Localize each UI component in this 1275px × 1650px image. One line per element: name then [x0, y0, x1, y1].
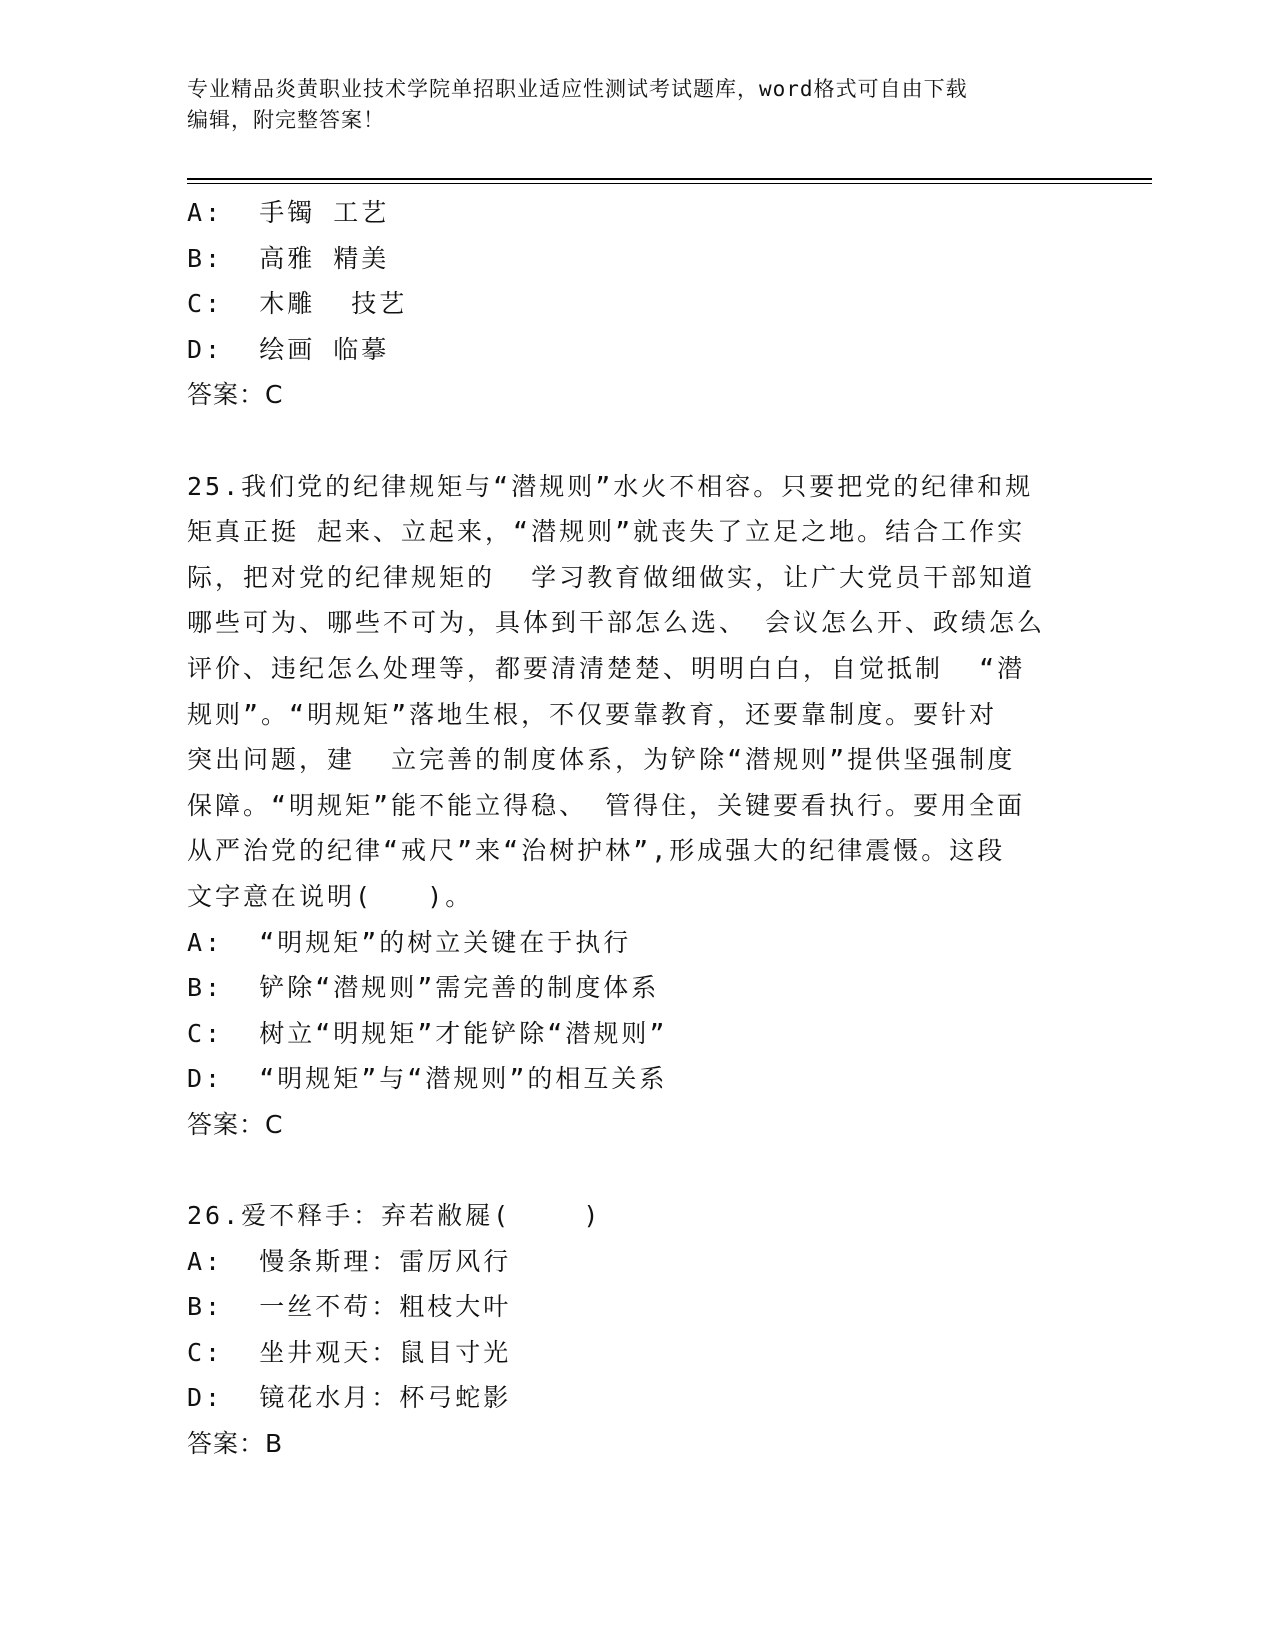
- spacer: [187, 418, 1087, 464]
- question-stem-line: 评价、违纪怎么处理等，都要清清楚楚、明明白白，自觉抵制 “潜: [187, 653, 1026, 683]
- question-stem-line: 文字意在说明( )。: [187, 881, 474, 911]
- option-d: D: 镜花水月：杯弓蛇影: [187, 1383, 512, 1413]
- question-stem-line: 保障。“明规矩”能不能立得稳、 管得住，关键要看执行。要用全面: [187, 790, 1026, 820]
- question-stem-line: 规则”。“明规矩”落地生根，不仅要靠教育，还要靠制度。要针对: [187, 699, 998, 729]
- option-a: A: 慢条斯理：雷厉风行: [187, 1246, 512, 1276]
- option-b: B: 一丝不苟：粗枝大叶: [187, 1292, 512, 1322]
- question-list: [187, 190, 1087, 1467]
- option-d: D: “明规矩”与“潜规则”的相互关系: [187, 1064, 668, 1094]
- header-divider-thick: [187, 178, 1152, 180]
- document-header: [187, 74, 1087, 136]
- question-stem-line: 际，把对党的纪律规矩的 学习教育做细做实，让广大党员干部知道: [187, 562, 1036, 592]
- option-c: C: 木雕 技艺: [187, 289, 408, 319]
- answer-line: 答案：C: [187, 380, 284, 410]
- option-b: B: 高雅 精美: [187, 243, 390, 273]
- option-d: D: 绘画 临摹: [187, 334, 390, 364]
- spacer: [187, 1147, 1087, 1193]
- option-c: C: 坐井观天：鼠目寸光: [187, 1337, 512, 1367]
- option-b: B: 铲除“潜规则”需完善的制度体系: [187, 973, 660, 1003]
- question-stem-line: 25.我们党的纪律规矩与“潜规则”水火不相容。只要把党的纪律和规: [187, 471, 1034, 501]
- header-line-1: 专业精品炎黄职业技术学院单招职业适应性测试考试题库，word格式可自由下载: [187, 77, 968, 101]
- question-stem-line: 矩真正挺 起来、立起来，“潜规则”就丧失了立足之地。结合工作实: [187, 517, 1026, 547]
- answer-line: 答案：B: [187, 1429, 284, 1459]
- question-26: [187, 1193, 1087, 1467]
- header-divider-thin: [187, 183, 1152, 184]
- question-stem-line: 从严治党的纪律“戒尺”来“治树护林”,形成强大的纪律震慑。这段: [187, 836, 1006, 866]
- question-stem: 26.爱不释手：弃若敝屣( ): [187, 1201, 602, 1231]
- answer-line: 答案：C: [187, 1109, 284, 1139]
- question-stem-line: 哪些可为、哪些不可为，具体到干部怎么选、 会议怎么开、政绩怎么: [187, 608, 1046, 638]
- option-a: A: “明规矩”的树立关键在于执行: [187, 927, 632, 957]
- option-c: C: 树立“明规矩”才能铲除“潜规则”: [187, 1018, 668, 1048]
- question-24: [187, 190, 1087, 418]
- question-25: [187, 464, 1087, 1148]
- header-line-2: 编辑，附完整答案！: [187, 108, 385, 132]
- question-stem-line: 突出问题，建 立完善的制度体系，为铲除“潜规则”提供坚强制度: [187, 745, 1016, 775]
- option-a: A: 手镯 工艺: [187, 198, 390, 227]
